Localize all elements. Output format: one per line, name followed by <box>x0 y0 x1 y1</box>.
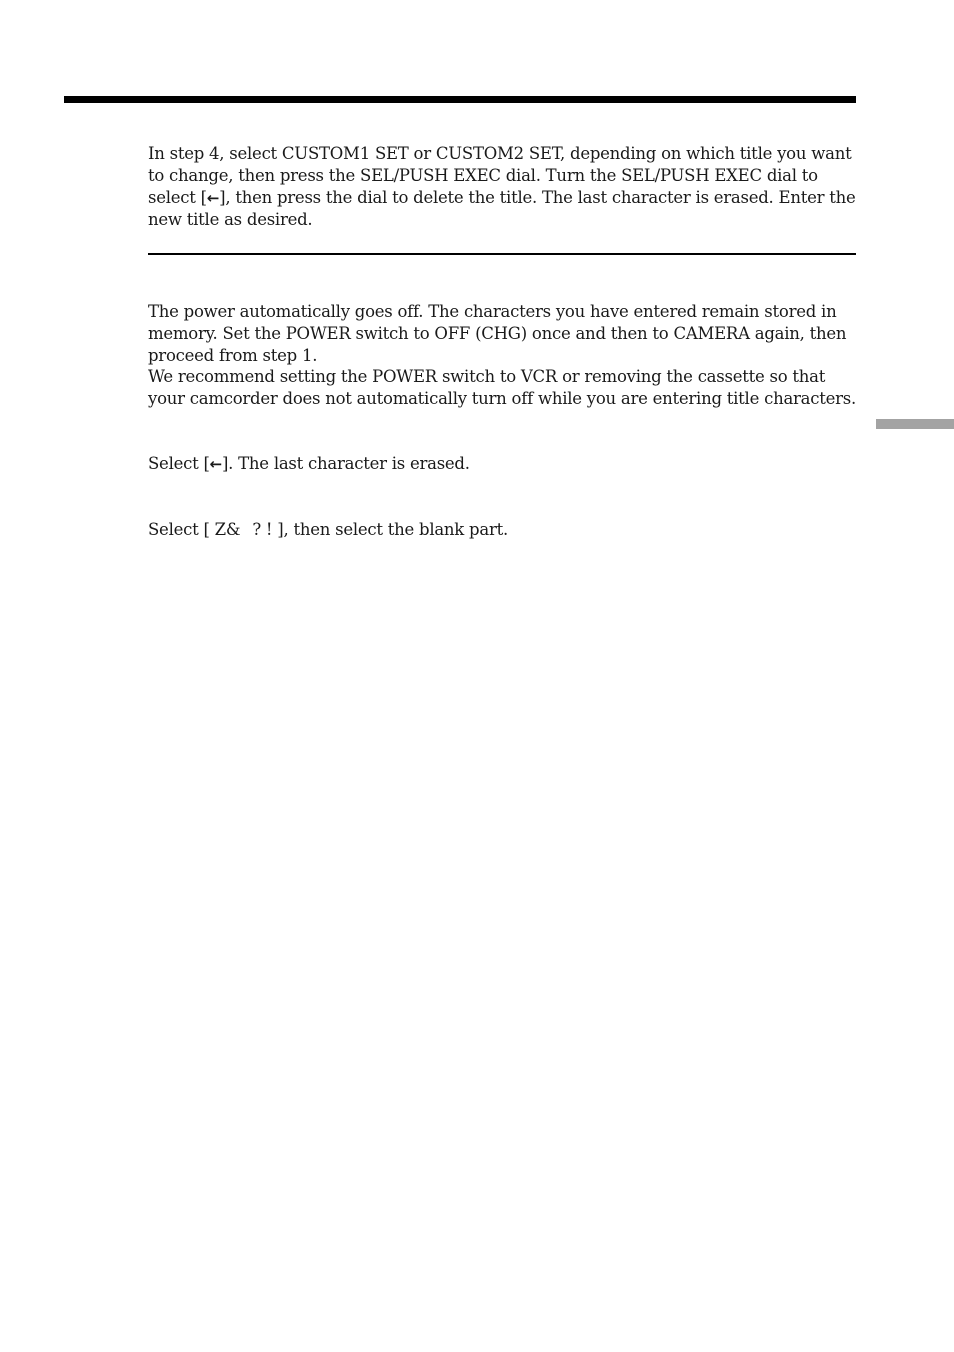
side-index-tab <box>876 419 954 429</box>
text-line: We recommend setting the POWER switch to VCR or removing the cassette so that <box>148 367 826 387</box>
paragraph-power-off <box>148 301 856 410</box>
text-fragment: Select [ Z& <box>148 520 241 539</box>
text-line: your camcorder does not automatically turn off while you are entering title characters. <box>148 389 856 409</box>
paragraph-change-title <box>148 143 856 231</box>
paragraph-erase-character <box>148 453 856 476</box>
left-arrow-icon: ← <box>206 188 220 207</box>
text-fragment: ]. The last character is erased. <box>222 454 470 473</box>
text-line: memory. Set the POWER switch to OFF (CHG) once and then to CAMERA again, then <box>148 323 847 343</box>
left-arrow-icon: ← <box>209 455 222 473</box>
text-fragment: Select [ <box>148 454 210 473</box>
text-fragment: ? ! ], then select the blank part. <box>252 520 508 539</box>
paragraph-blank-space <box>148 519 856 541</box>
text-fragment: select [ <box>148 187 207 207</box>
text-fragment: ], then press the dial to delete the title. The last character is erased. Enter the <box>219 187 856 207</box>
text-line: In step 4, select CUSTOM1 SET or CUSTOM2 SET, depending on which title you want <box>148 144 852 163</box>
text-line: The power automatically goes off. The characters you have entered remain stored in <box>148 302 837 321</box>
text-line: proceed from step 1. <box>148 345 318 365</box>
text-line <box>148 519 856 541</box>
text-line: to change, then press the SEL/PUSH EXEC dial. Turn the SEL/PUSH EXEC dial to <box>148 165 818 185</box>
text-line: new title as desired. <box>148 210 313 230</box>
text-line <box>148 187 856 210</box>
top-rule <box>64 96 856 103</box>
text-line <box>148 453 856 476</box>
section-divider <box>148 253 856 255</box>
